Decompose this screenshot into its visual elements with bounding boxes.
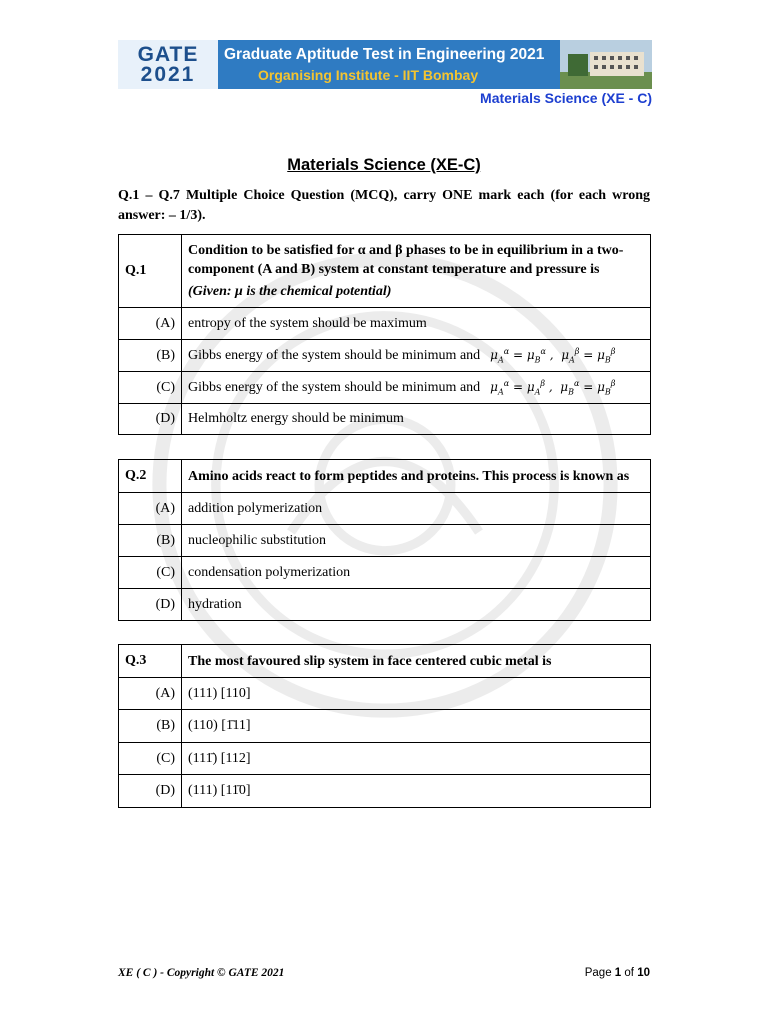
option-label: (C) [119, 557, 182, 589]
option-label: (A) [119, 308, 182, 340]
question-number: Q.2 [119, 460, 182, 493]
question-text: The most favoured slip system in face centered cubic metal is [182, 645, 651, 678]
option-label: (C) [119, 372, 182, 404]
banner-text-block [218, 40, 560, 89]
option-label: (C) [119, 743, 182, 775]
question-text: Amino acids react to form peptides and proteins. This process is known as [182, 460, 651, 493]
question-stem: Condition to be satisfied for α and β phases to be in equilibrium in a two-component (A and B) system at constant temperature and pressure is [188, 243, 624, 277]
page-title: Materials Science (XE-C) [287, 156, 481, 174]
option-c [182, 372, 651, 404]
option-label: (B) [119, 710, 182, 743]
option-d: Helmholtz energy should be minimum [182, 404, 651, 435]
question-number: Q.1 [119, 235, 182, 308]
question-number: Q.3 [119, 645, 182, 678]
option-label: (B) [119, 525, 182, 557]
option-d: hydration [182, 589, 651, 621]
option-b-equation: $\mu_A^\alpha = \mu_B^\alpha$ , $\mu_A^\beta = \mu_B^\beta$ [490, 346, 616, 365]
logo-gate-text: GATE [137, 42, 199, 66]
option-label: (D) [119, 775, 182, 808]
option-label: (A) [119, 678, 182, 710]
question-given: (Given: μ is the chemical potential) [188, 284, 392, 299]
question-text [182, 235, 651, 308]
section-instructions: Q.1 – Q.7 Multiple Choice Question (MCQ), carry ONE mark each (for each wrong answer: – 1/3). [118, 188, 650, 223]
question-3-table [118, 644, 651, 808]
footer-copyright: XE ( C ) - Copyright © GATE 2021 [118, 967, 285, 979]
banner-title: Graduate Aptitude Test in Engineering 2021 [224, 45, 545, 63]
option-a: (111) [110] [182, 678, 651, 710]
page-of: of [624, 967, 634, 979]
option-a: entropy of the system should be maximum [182, 308, 651, 340]
page-prefix: Page [584, 967, 612, 979]
option-c-text: Gibbs energy of the system should be minimum and [188, 379, 481, 395]
logo-year-text: 2021 [140, 62, 196, 86]
option-b: (110) [1̄11] [182, 710, 651, 743]
option-b [182, 340, 651, 372]
option-label: (B) [119, 340, 182, 372]
banner-subtitle: Organising Institute - IIT Bombay [258, 66, 479, 83]
page-total: 10 [637, 967, 650, 979]
option-d: (111) [11̄0] [182, 775, 651, 808]
option-label: (D) [119, 404, 182, 435]
footer-page-number [560, 967, 650, 979]
option-b-text: Gibbs energy of the system should be minimum and [188, 347, 481, 363]
option-c-equation: $\mu_A^\alpha = \mu_A^\beta$ , $\mu_B^\alpha = \mu_B^\beta$ [490, 378, 616, 397]
question-1-table [118, 234, 651, 435]
option-a: addition polymerization [182, 493, 651, 525]
gate-logo [118, 40, 218, 89]
page-current: 1 [614, 967, 622, 979]
question-2-table [118, 459, 651, 621]
institute-building-image [560, 40, 652, 89]
option-c: condensation polymerization [182, 557, 651, 589]
header-banner [118, 40, 652, 89]
option-c: (111̄) [112] [182, 743, 651, 775]
option-label: (D) [119, 589, 182, 621]
option-label: (A) [119, 493, 182, 525]
option-b: nucleophilic substitution [182, 525, 651, 557]
subject-tag: Materials Science (XE - C) [480, 90, 652, 106]
